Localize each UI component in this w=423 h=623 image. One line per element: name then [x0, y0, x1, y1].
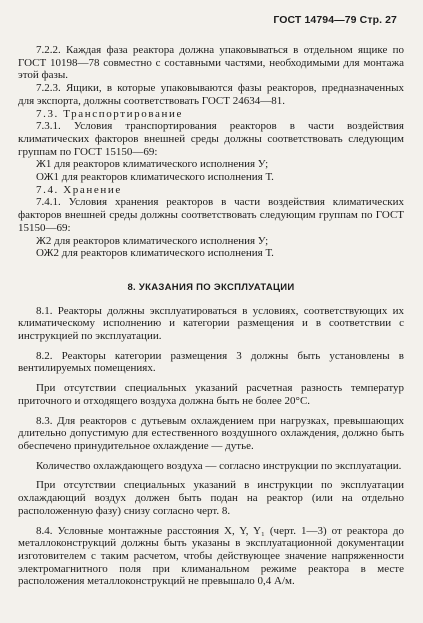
paragraph-8-4: 8.4. Условные монтажные расстояния X, Y, Y₁ (черт. 1—3) от реактора до металлоконструкций должны быть указаны в эксплуатационной документации изготовителем с таким расчетом, чтобы действующее значение напряженности электромагнитного поля при климанальном режиме реактора в месте расположения металлоконструкций не превышало 0,4 А/м. [18, 524, 404, 588]
paragraph-7-4-1: 7.4.1. Условия хранения реакторов в части воздействия климатических факторов внешней среды должны соответствовать следующим группам по ГОСТ 15150—69: [18, 196, 404, 234]
heading-7-4: 7.4. Хранение [36, 183, 122, 196]
paragraph-8-2: 8.2. Реакторы категории размещения 3 должны быть установлены в вентилируемых помещениях. [18, 349, 404, 375]
paragraph-7-2-2: 7.2.2. Каждая фаза реактора должна упаковываться в отдельном ящике по ГОСТ 10198—78 совместно с составными частями, необходимыми для монтажа этой фазы. [18, 44, 404, 82]
list-item-ozh1: ОЖ1 для реакторов климатического исполнения Т. [36, 171, 274, 184]
paragraph-air-quantity: Количество охлаждающего воздуха — согласно инструкции по эксплуатации. [36, 459, 402, 472]
paragraph-temperature-note: При отсутствии специальных указаний расчетная разность температур приточного и отходящего воздуха должна быть не более 20°С. [18, 382, 404, 407]
heading-7-3: 7.3. Транспортирование [36, 107, 183, 120]
page-header: ГОСТ 14794—79 Стр. 27 [273, 14, 397, 26]
section-title: 8. УКАЗАНИЯ ПО ЭКСПЛУАТАЦИИ [127, 281, 295, 293]
list-item-ozh2: ОЖ2 для реакторов климатического исполнения Т. [36, 247, 274, 260]
document-body [18, 44, 404, 588]
paragraph-8-3: 8.3. Для реакторов с дутьевым охлаждением при нагрузках, превышающих длительно допустимую для естественного воздушного охлаждения, должно быть обеспечено принудительное охлаждение — дутье. [18, 414, 404, 452]
list-item-zh1: Ж1 для реакторов климатического исполнения У; [36, 158, 269, 171]
list-item-zh2: Ж2 для реакторов климатического исполнения У; [36, 234, 269, 247]
paragraph-air-supply: При отсутствии специальных указаний в инструкции по эксплуатации охлаждающий воздух должен быть подан на реактор (или на отдельно расположенную фазу) снизу согласно черт. 8. [18, 479, 404, 517]
paragraph-8-1: 8.1. Реакторы должны эксплуатироваться в условиях, соответствующих их климатическому исполнению и категории размещения и в соответствии с инструкцией по эксплуатации. [18, 304, 404, 343]
paragraph-7-3-1: 7.3.1. Условия транспортирования реакторов в части воздействия климатических факторов внешней среды должны соответствовать следующим группам по ГОСТ 15150—69: [18, 120, 404, 158]
paragraph-7-2-3: 7.2.3. Ящики, в которые упаковываются фазы реакторов, предназначенных для экспорта, должны соответствовать ГОСТ 24634—81. [18, 82, 404, 107]
